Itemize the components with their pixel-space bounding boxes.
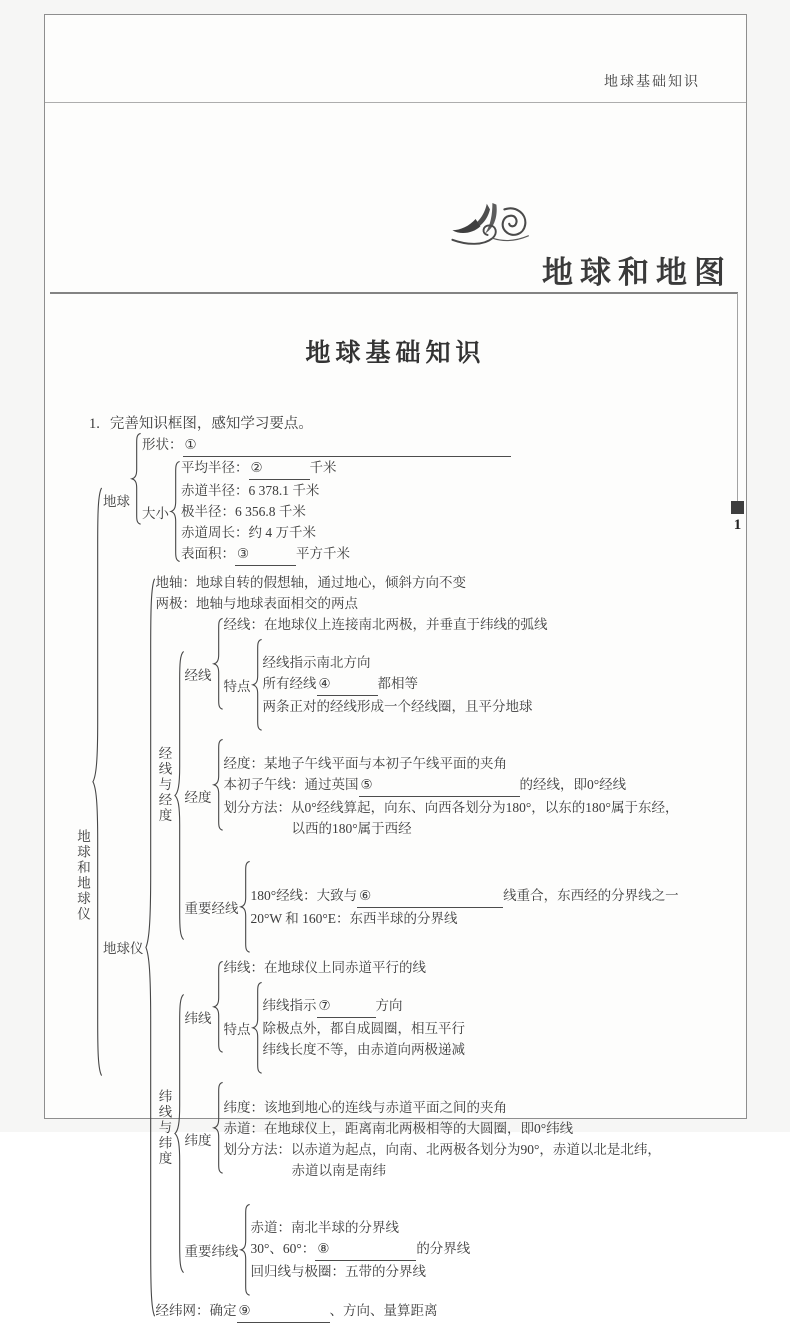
header-rule	[45, 102, 746, 103]
branch-label-features: 特点	[223, 1021, 251, 1037]
branch-label-meridians: 经线与经度	[156, 746, 172, 824]
exercise-text: 完善知识框图，感知学习要点。	[109, 416, 313, 432]
tree-item: 经线：在地球仪上连接南北两极，并垂直于纬线的弧线	[223, 617, 548, 633]
branch-label-meridian: 经线	[184, 668, 212, 684]
brace	[174, 650, 185, 941]
item-text: 平方千米	[296, 546, 350, 562]
tree-item: 经线指示南北方向	[262, 655, 371, 671]
fill-blank-9	[237, 1300, 330, 1323]
banner-rule	[50, 292, 738, 294]
branch-label-size: 大小	[142, 505, 169, 521]
branch-meridian-features	[224, 635, 548, 735]
item-text: 方向	[375, 998, 403, 1014]
circled-number: ⑨	[238, 1302, 251, 1318]
tree-item: 赤道半径：6 378.1 千米	[181, 483, 320, 499]
book-page	[44, 14, 747, 1318]
tree-item-grid	[156, 1300, 679, 1323]
brace	[213, 1082, 224, 1174]
fill-blank-5	[359, 774, 520, 797]
item-text: 千米	[309, 460, 337, 476]
page-number: 1	[733, 517, 742, 533]
tree-item: 纬线长度不等，由赤道向两极递减	[262, 1042, 465, 1058]
tree-item: 纬度：该地到地心的连线与赤道平面之间的夹角	[223, 1100, 507, 1116]
circled-number: ②	[250, 460, 263, 476]
branch-label-important-parallels: 重要纬线	[184, 1243, 239, 1259]
brace	[174, 993, 185, 1274]
branch-label-longitude: 经度	[184, 790, 212, 806]
circled-number: ⑤	[360, 777, 373, 793]
tree-item	[263, 673, 533, 696]
brace	[252, 982, 263, 1074]
fill-blank-2	[249, 457, 310, 480]
knowledge-tree	[74, 429, 679, 1323]
circled-number: ⑧	[317, 1241, 330, 1257]
branch-label-latitude: 纬度	[184, 1133, 212, 1149]
page-marker-square	[731, 501, 744, 514]
exercise-number: 1.	[89, 416, 100, 432]
running-header: 地球基础知识	[604, 75, 700, 90]
margin-line	[737, 293, 738, 501]
fill-blank-7	[317, 995, 376, 1018]
item-text: 平均半径：	[181, 460, 249, 476]
item-text: 30°、60°：	[250, 1241, 316, 1257]
tree-item	[181, 457, 350, 480]
brace	[145, 575, 156, 1320]
chapter-title: 地球和地图	[542, 255, 732, 290]
tree-item: 回归线与极圈：五带的分界线	[250, 1264, 426, 1280]
tree-item	[251, 1238, 471, 1261]
branch-label-features: 特点	[223, 678, 251, 694]
brace	[213, 961, 224, 1053]
tree-item: 赤道：南北半球的分界线	[250, 1220, 399, 1236]
tree-item: 极半径：6 356.8 千米	[181, 504, 306, 520]
branch-important-parallels	[185, 1200, 661, 1300]
tree-item-shape	[142, 434, 511, 457]
item-text: 所有经线	[262, 676, 317, 692]
branch-latitude	[185, 1078, 661, 1200]
tree-item-axis: 地轴：地球自转的假想轴，通过地心，倾斜方向不变	[155, 574, 466, 590]
circled-number: ①	[184, 437, 197, 453]
flourish-ornament-icon	[450, 199, 530, 255]
item-text: 的经线，即0°经线	[519, 777, 627, 793]
branch-meridians	[156, 614, 679, 957]
branch-longitude	[185, 735, 679, 857]
circled-number: ③	[237, 546, 250, 562]
tree-item: 20°W 和 160°E：东西半球的分界线	[250, 910, 458, 926]
branch-label-important-meridians: 重要经线	[184, 900, 239, 916]
item-text: 纬线指示	[262, 998, 317, 1014]
tree-item: 两条正对的经线形成一个经线圈，且平分地球	[262, 699, 533, 715]
item-text: 线重合，东西经的分界线之一	[503, 887, 679, 903]
brace	[170, 461, 181, 562]
branch-root	[74, 429, 679, 1323]
branch-parallel	[185, 957, 661, 1079]
brace	[213, 618, 224, 710]
tree-item	[251, 885, 679, 908]
branch-important-meridians	[185, 857, 679, 957]
item-text: 的分界线	[416, 1241, 471, 1257]
circled-number: ⑦	[318, 998, 331, 1014]
tree-item-continuation: 赤道以南是南纬	[291, 1163, 386, 1179]
brace	[240, 861, 251, 953]
item-text: 经纬网：确定	[155, 1302, 237, 1318]
tree-item-continuation: 以西的180°属于西经	[291, 821, 412, 837]
item-text: 180°经线：大致与	[250, 887, 358, 903]
fill-blank-6	[357, 885, 503, 908]
tree-item	[224, 774, 679, 797]
brace	[240, 1204, 251, 1296]
section-title: 地球基础知识	[305, 340, 486, 367]
brace	[92, 485, 103, 1079]
tree-item: 除极点外，都自成圆圈，相互平行	[262, 1021, 465, 1037]
branch-globe	[103, 572, 679, 1323]
tree-item: 赤道：在地球仪上，距离南北两极相等的大圆圈，即0°纬线	[223, 1121, 574, 1137]
branch-label-parallel: 纬线	[184, 1011, 212, 1027]
branch-parallel-features	[224, 978, 466, 1078]
fill-blank-3	[235, 543, 296, 566]
fill-blank-4	[317, 673, 378, 696]
item-text: 形状：	[142, 437, 183, 453]
branch-meridian	[185, 614, 679, 736]
tree-item: 划分方法：从0°经线算起，向东、向西各划分为180°，以东的180°属于东经，	[223, 800, 679, 816]
tree-item: 划分方法：以赤道为起点，向南、北两极各划分为90°，赤道以北是北纬，	[223, 1142, 661, 1158]
item-text: 都相等	[377, 676, 418, 692]
tree-item: 赤道周长：约 4 万千米	[181, 525, 316, 541]
fill-blank-8	[315, 1238, 416, 1261]
tree-item-poles: 两极：地轴与地球表面相交的两点	[155, 595, 358, 611]
circled-number: ④	[318, 676, 331, 692]
circled-number: ⑥	[359, 887, 372, 903]
item-text: 表面积：	[181, 546, 235, 562]
tree-item	[263, 995, 466, 1018]
tree-item: 经度：某地子午线平面与本初子午线平面的夹角	[223, 756, 507, 772]
branch-parallels	[156, 957, 679, 1300]
fill-blank-1	[183, 434, 511, 457]
tree-item	[181, 543, 350, 566]
tree-item: 纬线：在地球仪上同赤道平行的线	[223, 960, 426, 976]
item-text: 本初子午线：通过英国	[223, 777, 359, 793]
branch-label-earth: 地球	[103, 494, 130, 510]
branch-label-parallels: 纬线与纬度	[156, 1089, 172, 1167]
brace	[213, 739, 224, 831]
branch-earth	[103, 429, 679, 572]
brace	[252, 639, 263, 731]
item-text: 、方向、量算距离	[329, 1302, 438, 1318]
branch-size	[142, 457, 511, 566]
branch-label-earth-and-globe: 地球和地球仪	[75, 829, 90, 923]
brace	[131, 433, 142, 525]
branch-label-globe: 地球仪	[103, 941, 144, 957]
